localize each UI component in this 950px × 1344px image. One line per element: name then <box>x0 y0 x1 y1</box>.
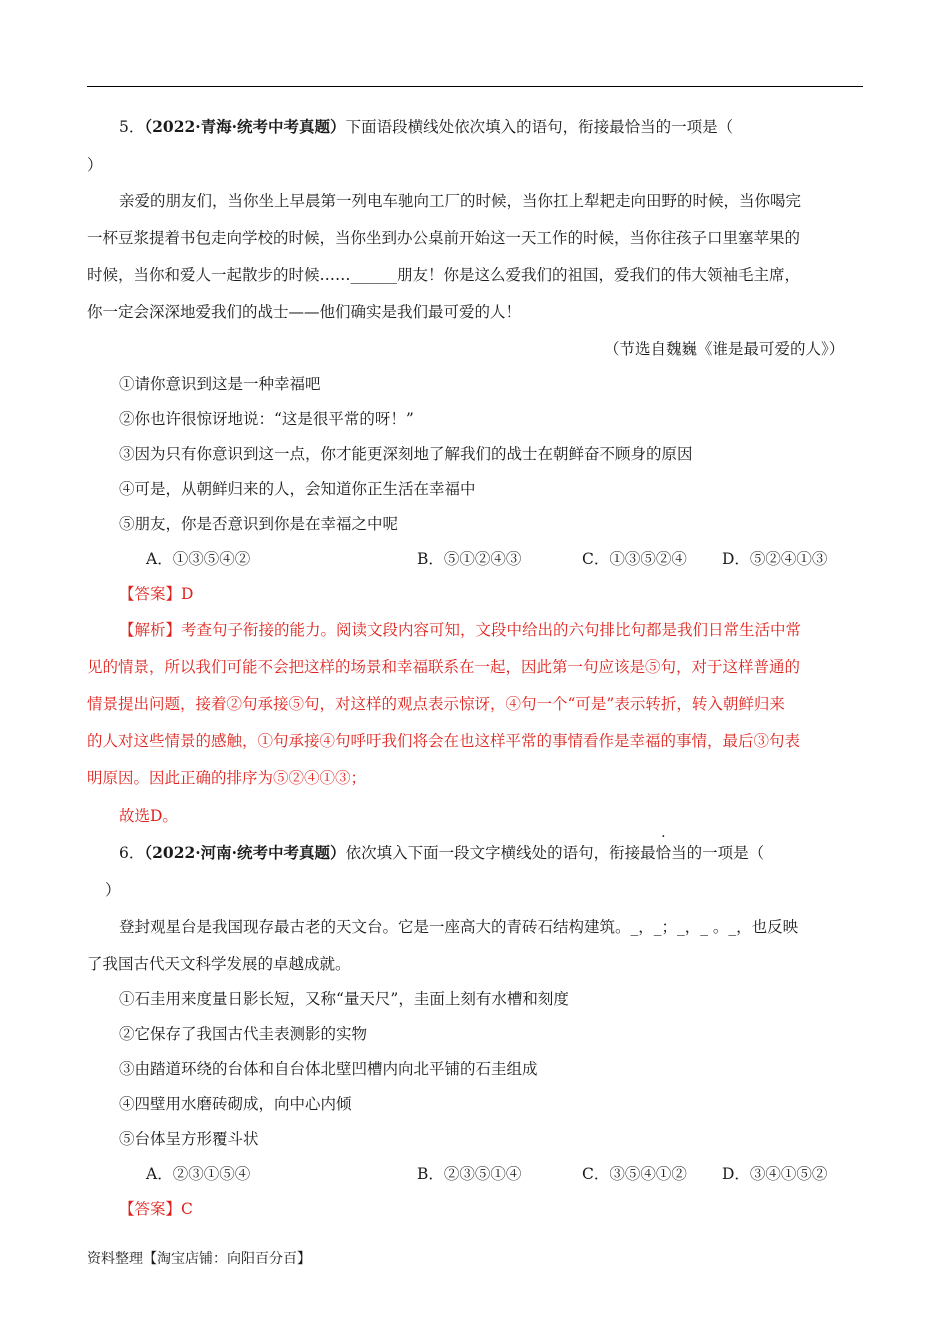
q6-item-3: ③由踏道环绕的台体和自台体北壁凹槽内向北平铺的石圭组成 <box>119 1060 538 1078</box>
q6-option-b: B．②③⑤①④ <box>417 1165 522 1183</box>
q5-analysis-text-1: 考查句子衔接的能力。阅读文段内容可知，文段中给出的六句排比句都是我们日常生活中常 <box>181 621 802 639</box>
q5-item-4: ④可是，从朝鲜归来的人，会知道你正生活在幸福中 <box>119 480 476 498</box>
q5-option-c: C．①③⑤②④ <box>582 550 687 568</box>
q5-stem: 下面语段横线处依次填入的语句，衔接最恰当的一项是（ <box>345 118 734 136</box>
q6-item-4: ④四壁用水磨砖砌成，向中心内倾 <box>119 1095 352 1113</box>
q6-option-a: A．②③①⑤④ <box>146 1165 251 1183</box>
q5-passage-line-2: 一杯豆浆提着书包走向学校的时候，当你坐到办公桌前开始这一天工作的时候，当你往孩子口里塞苹果的 <box>87 229 801 247</box>
q6-stem-end: ） <box>105 881 121 899</box>
q5-answer <box>119 584 193 604</box>
q5-passage-line-4: 你一定会深深地爱我们的战士——他们确实是我们最可爱的人！ <box>87 303 522 321</box>
q6-option-d: D．③④①⑤② <box>722 1165 828 1183</box>
q6-answer-tag: 【答案】 <box>119 1200 182 1218</box>
q5-option-b: B．⑤①②④③ <box>417 550 522 568</box>
q5-number: 5． <box>119 118 145 136</box>
q6-answer-value: C <box>181 1200 193 1218</box>
q5-item-1: ①请你意识到这是一种幸福吧 <box>119 375 321 393</box>
q5-analysis-line-3: 情景提出问题，接着②句承接⑤句，对这样的观点表示惊讶，④句一个“可是”表示转折，转入朝鲜归来 <box>87 695 785 713</box>
q6-stem-a: 依次填入下面一段文字横线处的语句，衔接 <box>345 844 641 862</box>
q5-item-2: ②你也许很惊讶地说：“这是很平常的呀！” <box>119 410 414 428</box>
page-footer: 资料整理【淘宝店铺：向阳百分百】 <box>87 1251 311 1267</box>
q6-number: 6． <box>119 844 145 862</box>
header-rule <box>87 86 863 87</box>
q5-answer-tag: 【答案】 <box>119 585 182 603</box>
q5-item-5: ⑤朋友，你是否意识到你是在幸福之中呢 <box>119 515 399 533</box>
q5-source: （2022·青海·统考中考真题） <box>144 117 346 136</box>
q5-conclusion: 故选D。 <box>119 807 178 825</box>
q5-passage-line-3: 时候，当你和爱人一起散步的时候……______朋友！你是这么爱我们的祖国，爱我们的伟大领袖毛主席， <box>87 266 801 284</box>
q5-stem-end: ） <box>87 156 103 174</box>
q6-answer <box>119 1199 193 1219</box>
q5-citation: （节选自魏巍《谁是最可爱的人》） <box>604 340 845 358</box>
q5-analysis-tag: 【解析】 <box>119 621 182 639</box>
q6-passage-line-2: 了我国古代天文科学发展的卓越成就。 <box>87 955 351 973</box>
q6-source: （2022·河南·统考中考真题） <box>144 843 346 862</box>
q5-analysis-line-4: 的人对这些情景的感触，①句承接④句呼吁我们将会在也这样平常的事情看作是幸福的事情，最后③句表 <box>87 732 801 750</box>
q5-answer-value: D <box>181 585 194 603</box>
q5-item-3: ③因为只有你意识到这一点，你才能更深刻地了解我们的战士在朝鲜奋不顾身的原因 <box>119 445 693 463</box>
q6-stem-b: 的一项是（ <box>686 844 765 862</box>
q6-stem-emphasis: 最恰当 <box>640 844 687 862</box>
q5-stem-line <box>119 117 733 137</box>
q5-analysis-line-2: 见的情景，所以我们可能不会把这样的场景和幸福联系在一起，因此第一句应该是⑤句，对于这样普通的 <box>87 658 801 676</box>
q5-analysis-line-1 <box>119 620 801 640</box>
q5-option-a: A．①③⑤④② <box>146 550 251 568</box>
q6-option-c: C．③⑤④①② <box>582 1165 687 1183</box>
q6-item-2: ②它保存了我国古代圭表测影的实物 <box>119 1025 368 1043</box>
q5-passage-line-1: 亲爱的朋友们，当你坐上早晨第一列电车驰向工厂的时候，当你扛上犁耙走向田野的时候，当你喝完 <box>119 192 802 210</box>
q6-item-1: ①石圭用来度量日影长短，又称“量天尺”，圭面上刻有水槽和刻度 <box>119 990 569 1008</box>
q6-passage-line-1: 登封观星台是我国现存最古老的天文台。它是一座高大的青砖石结构建筑。_，_；_，_ 。_，也反映 <box>119 918 799 936</box>
q6-item-5: ⑤台体呈方形覆斗状 <box>119 1130 259 1148</box>
q5-analysis-line-5: 明原因。因此正确的排序为⑤②④①③； <box>87 769 367 787</box>
q6-stem-line <box>119 843 764 863</box>
q5-option-d: D．⑤②④①③ <box>722 550 828 568</box>
